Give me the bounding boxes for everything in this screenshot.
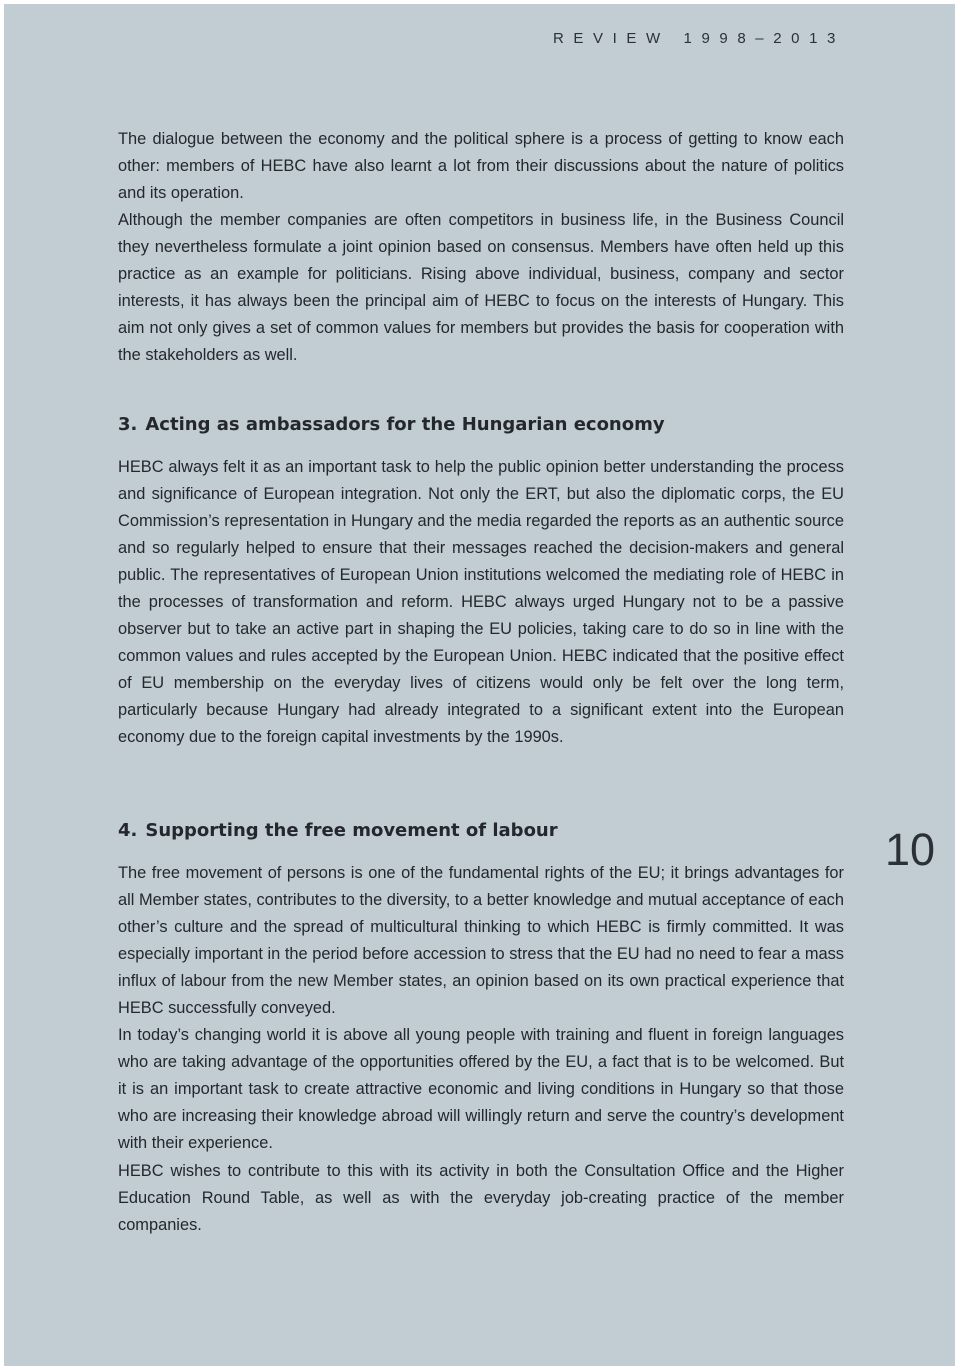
intro-paragraph-2: Although the member companies are often competitors in business life, in the Business Council they nevertheless formulate a joint opinion based on consensus. Members have often held up this practice as an example for politicians. Rising above individual, business, company and sector interests, it has always been the principal aim of HEBC to focus on the interests of Hungary. This aim not only gives a set of common values for members but provides the basis for cooperation with the stakeholders as well. (118, 211, 844, 365)
section-3-paragraph-1: HEBC always felt it as an important task to help the public opinion better understanding the process and significance of European integration. Not only the ERT, but also the diplomatic corps, the EU Commission’s representation in Hungary and the media regarded the reports as an authentic source and so regularly helped to ensure that their messages reached the decision-makers and general public. The representatives of European Union institutions welcomed the mediating role of HEBC in the processes of transformation and reform. HEBC always urged Hungary not to be a passive observer but to take an active part in shaping the EU policies, taking care to do so in line with the common values and rules accepted by the European Union. HEBC indicated that the positive effect of EU membership on the everyday lives of citizens would only be felt over the long term, particularly because Hungary had already integrated to a significant extent into the European economy due to the foreign capital investments by the 1990s. (118, 458, 844, 747)
section-4-title: Supporting the free movement of labour (145, 820, 558, 841)
section-3-number: 3. (118, 414, 138, 435)
page-number: 10 (884, 824, 935, 875)
section-4-number: 4. (118, 820, 138, 841)
section-4-paragraph-3: HEBC wishes to contribute to this with its activity in both the Consultation Office and the Higher Education Round Table, as well as with the everyday job-creating practice of the member companies. (118, 1161, 844, 1234)
section-4-paragraph-1: The free movement of persons is one of the fundamental rights of the EU; it brings advantages for all Member states, contributes to the diversity, to a better knowledge and mutual acceptance of each other’s culture and the spread of multicultural thinking to which HEBC is firmly committed. It was especially important in the period before accession to stress that the EU had no need to fear a mass influx of labour from the new Member states, an opinion based on its own practical experience that HEBC successfully conveyed. (118, 864, 844, 1018)
section-3-heading (118, 414, 665, 435)
intro-text (118, 126, 844, 369)
section-3-text (118, 454, 844, 752)
intro-paragraph-1: The dialogue between the economy and the political sphere is a process of getting to know each other: members of HEBC have also learnt a lot from their discussions about the nature of politics and its operation. (118, 130, 844, 203)
document-page (4, 4, 955, 1366)
section-3-title: Acting as ambassadors for the Hungarian economy (145, 414, 665, 435)
section-4-text (118, 860, 844, 1239)
section-4-heading (118, 820, 558, 841)
section-4-paragraph-2: In today’s changing world it is above all young people with training and fluent in foreign languages who are taking advantage of the opportunities offered by the EU, a fact that is to be welcomed. But it is an important task to create attractive economic and living conditions in Hungary so that those who are increasing their knowledge abroad will willingly return and serve the country’s development with their experience. (118, 1026, 844, 1153)
running-header: REVIEW 1998–2013 (552, 30, 845, 47)
